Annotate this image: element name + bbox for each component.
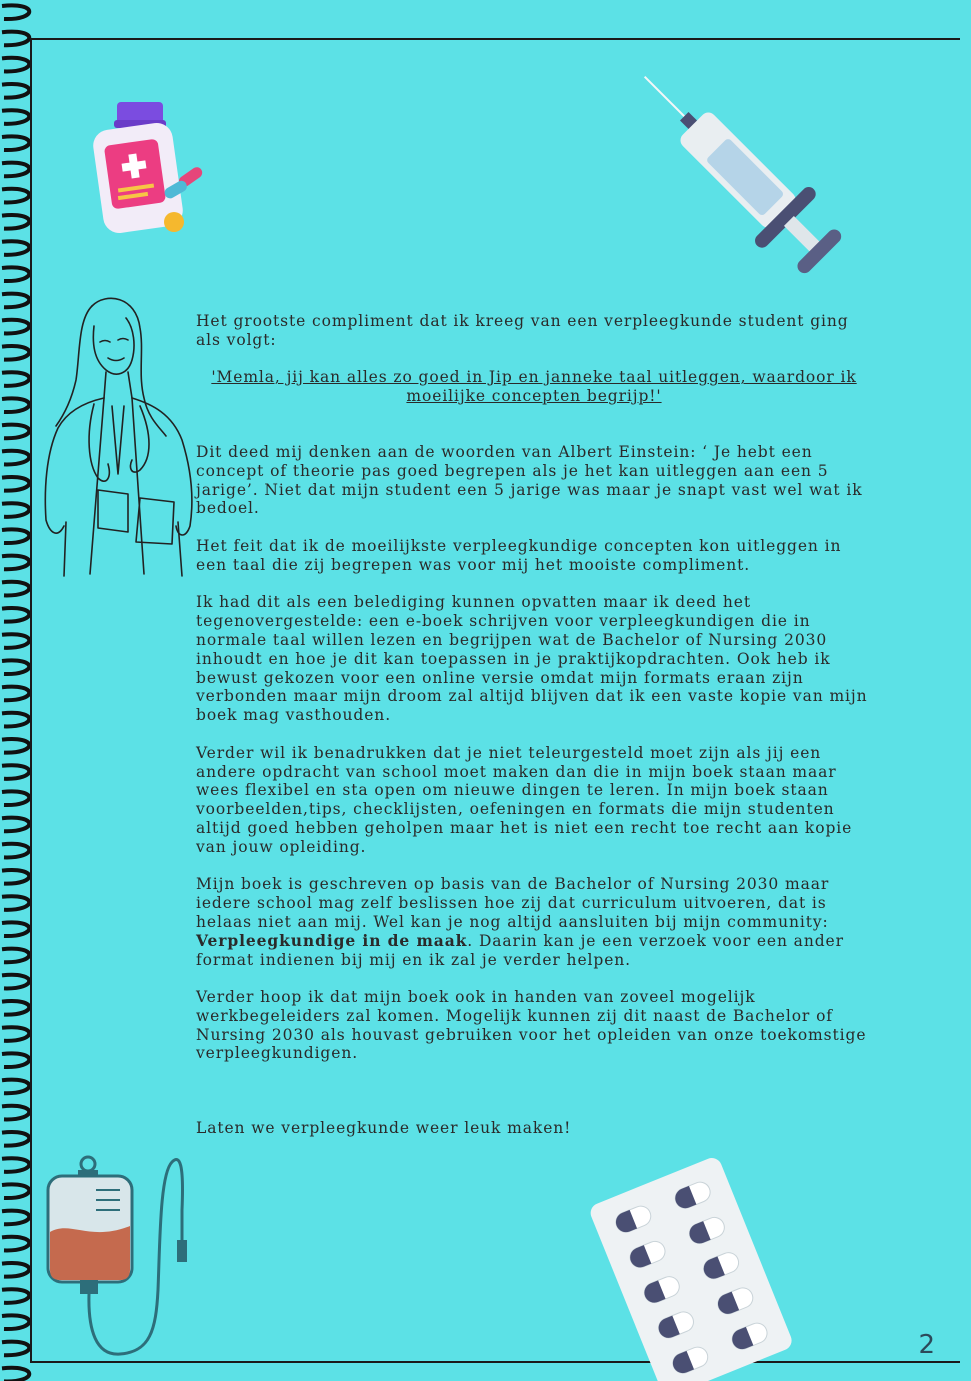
spiral-ring — [2, 556, 29, 570]
syringe-icon — [628, 70, 843, 275]
spiral-ring — [2, 1053, 29, 1067]
spiral-ring — [2, 1158, 29, 1172]
spiral-ring — [2, 5, 29, 19]
spiral-ring — [2, 660, 29, 674]
page-number: 2 — [918, 1330, 935, 1360]
spiral-ring — [2, 84, 29, 98]
iv-bag-icon — [40, 1150, 190, 1360]
spiral-ring — [2, 791, 29, 805]
spiral-ring — [2, 163, 29, 177]
spiral-ring — [2, 1132, 29, 1146]
intro-paragraph: Het grootste compliment dat ik kreeg van een verpleegkunde student ging als volgt: — [196, 312, 849, 349]
spiral-ring — [2, 1027, 29, 1041]
einstein-paragraph: Dit deed mij denken aan de woorden van Albert Einstein: ‘ Je hebt een concept of theorie pas goed begrepen als je het kan uitleggen aan een 5 jarige’. Niet dat mijn student een 5 jarige was maar je snapt vast wel wat ik bedoel. — [196, 442, 863, 518]
spiral-ring — [2, 189, 29, 203]
nurse-illustration — [36, 294, 196, 576]
spiral-ring — [2, 975, 29, 989]
community-text-before: Mijn boek is geschreven op basis van de Bachelor of Nursing 2030 maar iedere school mag zelf beslissen hoe zij dat curriculum uitvoeren, dat is helaas niet aan mij. Wel kan je nog altijd aansluiten bij mijn community: — [196, 875, 830, 931]
spiral-ring — [2, 1211, 29, 1225]
spiral-ring — [2, 896, 29, 910]
spiral-ring — [2, 58, 29, 72]
pill-bottle-icon — [90, 98, 210, 238]
spiral-ring — [2, 241, 29, 255]
spiral-ring — [2, 739, 29, 753]
spiral-ring — [2, 1001, 29, 1015]
spiral-ring — [2, 765, 29, 779]
community-text-after: . Daarin kan je een verzoek voor een ander format indienen bij mij en ik zal je verder helpen. — [196, 931, 844, 969]
spiral-ring — [2, 32, 29, 46]
spiral-ring — [2, 267, 29, 281]
spiral-ring — [2, 372, 29, 386]
closing-line: Laten we verpleegkunde weer leuk maken! — [196, 1119, 572, 1138]
spiral-ring — [2, 346, 29, 360]
spiral-ring — [2, 608, 29, 622]
spiral-ring — [2, 110, 29, 124]
spiral-ring — [2, 949, 29, 963]
page-text — [196, 312, 872, 1157]
spiral-ring — [2, 1106, 29, 1120]
spiral-ring — [2, 215, 29, 229]
spiral-ring — [2, 1263, 29, 1277]
spiral-ring — [2, 1342, 29, 1356]
flexibility-paragraph: Verder wil ik benadrukken dat je niet teleurgesteld moet zijn als jij een andere opdracht van school moet maken dan die in mijn boek staan maar wees flexibel en sta open om nieuwe dingen te leren. In mijn boek staan voorbeelden,tips, checklijsten, oefeningen en formats die mijn studenten altijd goed hebben geholpen maar het is niet een recht toe recht aan kopie van jouw opleiding. — [196, 743, 853, 856]
spiral-ring — [2, 870, 29, 884]
spiral-ring — [2, 1289, 29, 1303]
pill-blister-icon — [590, 1168, 800, 1378]
community-paragraph — [196, 875, 872, 969]
spiral-ring — [2, 582, 29, 596]
spiral-ring — [2, 844, 29, 858]
spiral-ring — [2, 425, 29, 439]
spiral-ring — [2, 1315, 29, 1329]
spiral-ring — [2, 294, 29, 308]
compliment-paragraph: Het feit dat ik de moeilijkste verpleegkundige concepten kon uitleggen in een taal die zij begrepen was voor mij het mooiste compliment. — [196, 536, 842, 574]
spiral-ring — [2, 398, 29, 412]
mentors-paragraph: Verder hoop ik dat mijn boek ook in handen van zoveel mogelijk werkbegeleiders zal komen. Mogelijk kunnen zij dit naast de Bachelor of Nursing 2030 als houvast gebruiken voor het opleiden van onze toekomstige verpleegkundigen. — [196, 988, 867, 1063]
spiral-ring — [2, 529, 29, 543]
spiral-ring — [2, 1368, 29, 1381]
spiral-ring — [2, 818, 29, 832]
spiral-ring — [2, 634, 29, 648]
ebook-paragraph: Ik had dit als een belediging kunnen opvatten maar ik deed het tegenovergestelde: een e-boek schrijven voor verpleegkundigen die in normale taal willen lezen en begrijpen wat de Bachelor of Nursing 2030 inhoudt en hoe je dit kan toepassen in je praktijkopdrachten. Ook heb ik bewust gekozen voor een online versie omdat mijn formats eraan zijn verbonden maar mijn droom zal altijd blijven dat ik een vaste kopie van mijn boek mag vasthouden. — [196, 593, 868, 725]
spiral-ring — [2, 136, 29, 150]
community-name: Verpleegkundige in de maak — [196, 930, 468, 950]
spiral-ring — [2, 451, 29, 465]
spiral-ring — [2, 477, 29, 491]
spiral-ring — [2, 320, 29, 334]
student-quote: 'Memla, jij kan alles zo goed in Jip en janneke taal uitleggen, waardoor ik moeilijke concepten begrijp!' — [211, 368, 857, 406]
spiral-ring — [2, 922, 29, 936]
spiral-ring — [2, 687, 29, 701]
spiral-ring — [2, 713, 29, 727]
spiral-ring — [2, 1184, 29, 1198]
spiral-ring — [2, 1080, 29, 1094]
spiral-ring — [2, 1237, 29, 1251]
spiral-ring — [2, 503, 29, 517]
